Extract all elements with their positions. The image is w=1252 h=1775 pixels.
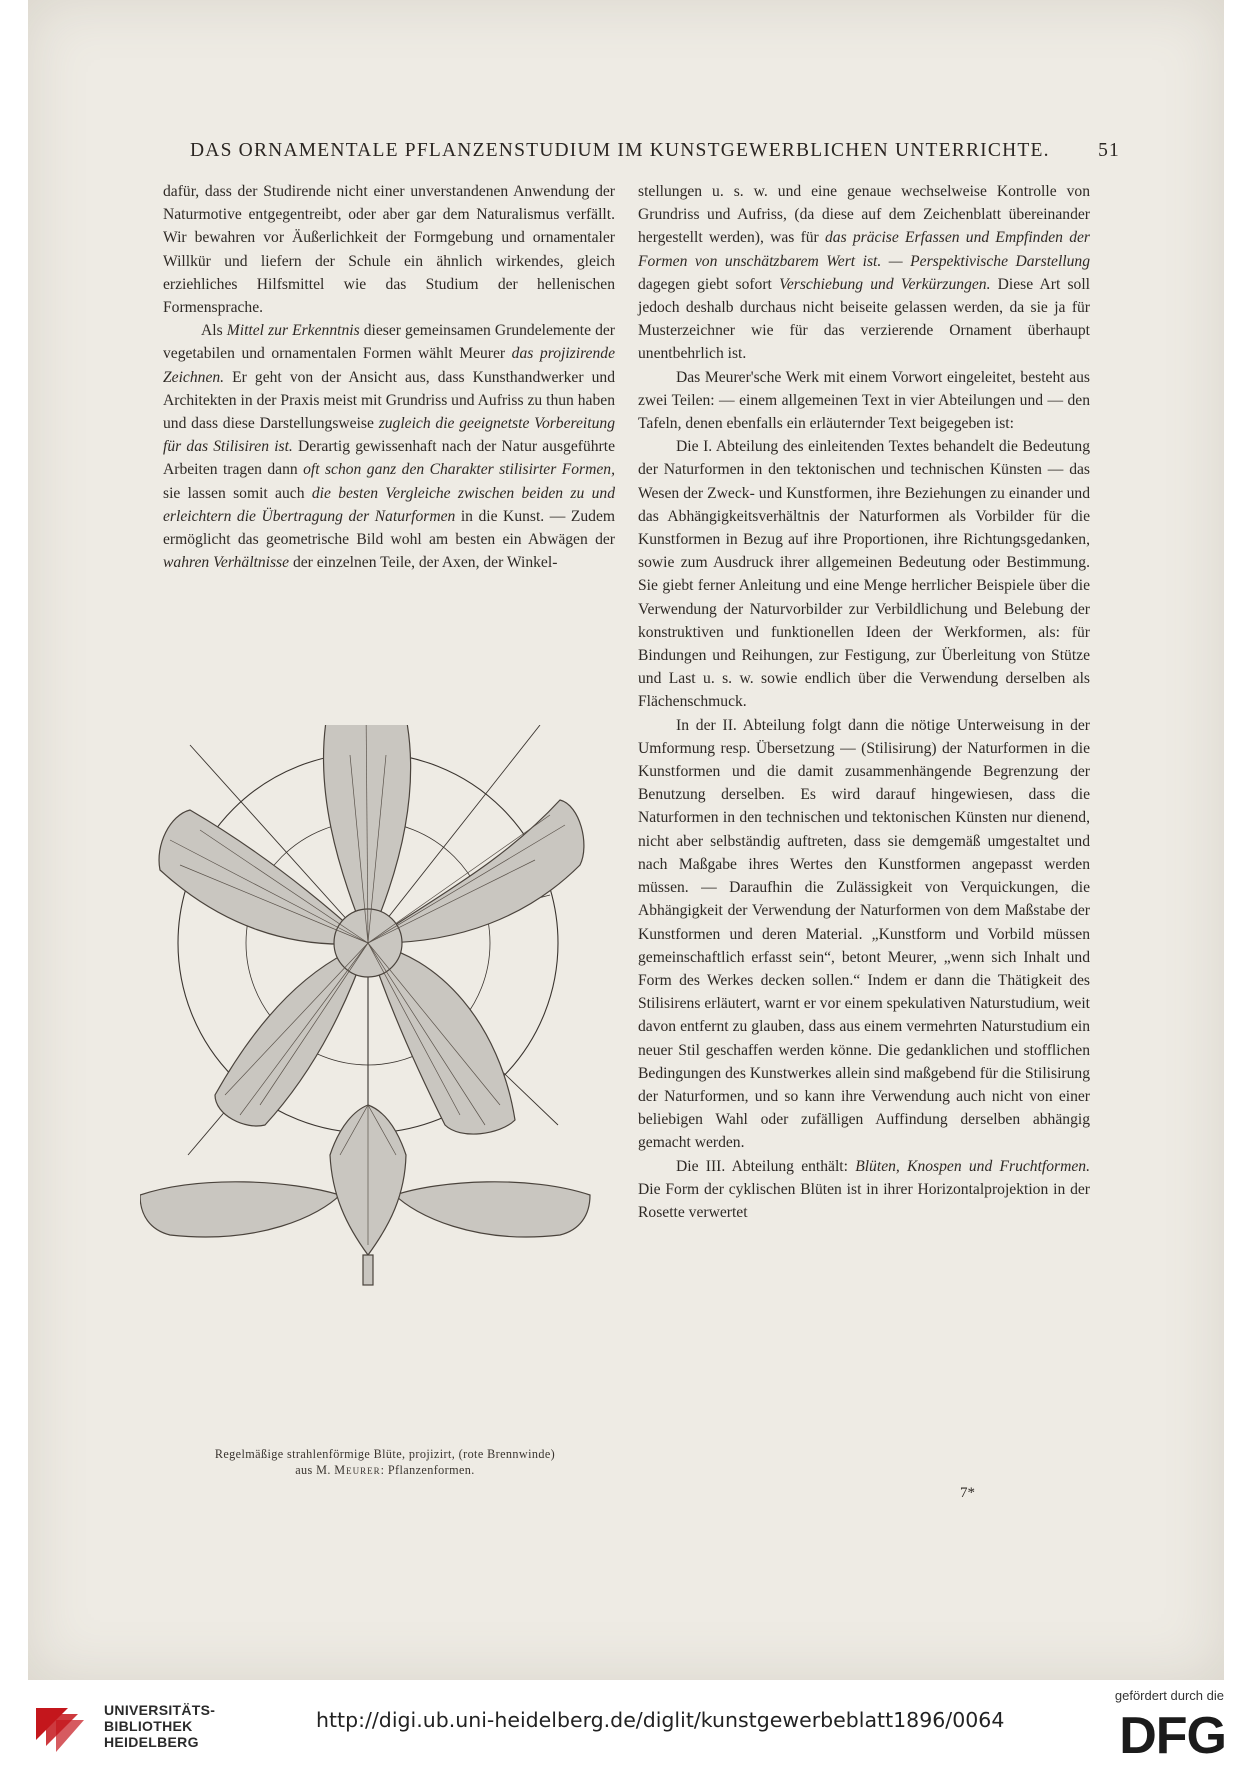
viewer-footer xyxy=(0,1680,1252,1775)
caption-line: Regelmäßige strahlenförmige Blüte, projizirt, (rote Brennwinde) xyxy=(214,1447,556,1461)
header-title: DAS ORNAMENTALE PFLANZENSTUDIUM IM KUNSTGEWERBLICHEN UNTERRICHTE. xyxy=(190,140,1050,161)
library-name[interactable]: UNIVERSITÄTS- BIBLIOTHEK HEIDELBERG xyxy=(104,1702,216,1750)
caption-line: aus M. Meurer: Pflanzenformen. xyxy=(295,1463,475,1477)
paragraph: Das Meurer'sche Werk mit einem Vorwort eingeleitet, besteht aus zwei Teilen: — einem allgemeinen Text in vier Abteilungen und — den Tafeln, denen ebenfalls ein erläuternder Text beigegeben ist: xyxy=(638,368,1090,433)
side-petal-right xyxy=(395,1182,590,1237)
paragraph: dafür, dass der Studirende nicht einer unverstandenen Anwendung der Naturmotive entgegentreibt, oder aber gar dem Naturalismus verfällt. Wir bewahren vor Äußerlichkeit der Formgebung und ornamentaler Willkür und liefern der Schule ein ähnlich wirkendes, gleich erziehliches Hilfsmittel wie das Studium der hellenischen Formensprache. xyxy=(163,183,615,317)
stem xyxy=(363,1255,373,1285)
flower-illustration xyxy=(140,725,630,1345)
paragraph: In der II. Abteilung folgt dann die nötige Unterweisung in der Umformung resp. Übersetzung — (Stilisirung) der Naturformen in die Kunstformen und die damit zusammenhängende Begrenzung der Benutzung derselben. Es wird darauf hingewiesen, dass die Naturformen in den technischen und tektonischen Künsten nur dienend, nicht aber selbständig auftreten, dass sie demgemäß umgestaltet und nach Maßgabe ihres Wertes den Kunstformen angepasst werden müssen. — Daraufhin die Zulässigkeit von Verquickungen, die Abhängigkeit der Verwendung der Naturformen von dem Maßstabe der Kunstformen und deren Material. „Kunstform und Vorbild müssen gemeinschaftlich erfasst sein“, betont Meurer, „wenn sich Inhalt und Form des Werkes decken sollen.“ Indem er dann die Thätigkeit des Stilisirens erläutert, warnt er vor einem spekulativen Naturstudium, weit davon entfernt zu glauben, dass aus einem vermehrten Naturstudium ein neuer Stil geschaffen werden könne. Die gedanklichen und stofflichen Bedingungen des Kunstwerkes allein sind maßgebend für die Stilisirung der Naturformen, und so kann ihre Verwendung auch nicht von einer beliebigen Wahl oder zufälligen Auffindung derselben abhängig gemacht werden. xyxy=(638,716,1090,1152)
signature-mark: 7* xyxy=(960,1485,975,1501)
petal-lower-left xyxy=(215,943,368,1126)
permalink-url[interactable]: http://digi.ub.uni-heidelberg.de/diglit/kunstgewerbeblatt1896/0064 xyxy=(316,1708,1005,1732)
left-column xyxy=(163,180,615,574)
funding-label: gefördert durch die xyxy=(1114,1688,1224,1703)
paragraph: Die I. Abteilung des einleitenden Textes behandelt die Bedeutung der Naturformen in den tektonischen und technischen Künsten — das Wesen der Zweck- und Kunstformen, ihre Beziehungen zu einander und das Abhängigkeitsverhältnis der Naturformen als Vorbilder für die Kunstformen in Bezug auf ihre Proportionen, ihre Richtungsgedanken, sowie zum Ausdruck ihrer allgemeinen Bedeutung oder Bestimmung. Sie giebt ferner Anleitung und eine Menge herrlicher Beispiele über die Verwendung der Naturvorbilder zur Verbildlichung und Belebung der konstruktiven und funktionellen Ideen der Werkformen, als: für Bindungen und Reihungen, zur Festigung, zur Überleitung von Stütze und Last u. s. w. sowie endlich über die Verwendung derselben als Flächenschmuck. xyxy=(638,438,1090,711)
right-column xyxy=(638,180,1090,1224)
page-number: 51 xyxy=(1098,140,1120,161)
paragraph: Die III. Abteilung enthält: Blüten, Knospen und Fruchtformen. Die Form der cyklischen Blüten ist in ihrer Horizontalprojektion in der Rosette verwertet xyxy=(638,1157,1090,1221)
petal-lower-right xyxy=(368,943,515,1134)
university-library-logo-icon[interactable] xyxy=(28,1700,88,1760)
paragraph: stellungen u. s. w. und eine genaue wechselweise Kontrolle von Grundriss und Aufriss, (da diese auf dem Zeichenblatt übereinander hergestellt werden), was für das präcise Erfassen und Empfinden der Formen von unschätzbarem Wert ist. — Perspektivische Darstellung dagegen giebt sofort Verschiebung und Verkürzungen. Diese Art soll jedoch deshalb durchaus nicht beiseite gelassen werden, da sie ja für Musterzeichner wie für das verzierende Ornament überhaupt unentbehrlich ist. xyxy=(638,183,1090,363)
flower-projection-drawing xyxy=(140,725,630,1345)
running-header xyxy=(190,140,1120,168)
figure-caption xyxy=(150,1446,620,1478)
petals xyxy=(159,725,584,1134)
dfg-logo[interactable]: DFG xyxy=(1119,1707,1226,1765)
side-petal-left xyxy=(140,1182,340,1237)
paragraph: Als Mittel zur Erkenntnis dieser gemeinsamen Grundelemente der vegetabilen und ornamentalen Formen wählt Meurer das projizirende Zeichnen. Er geht von der Ansicht aus, dass Kunsthandwerker und Architekten in der Praxis meist mit Grundriss und Aufriss zu thun haben und dass diese Darstellungsweise zugleich die geeignetste Vorbereitung für das Stilisiren ist. Derartig gewissenhaft nach der Natur ausgeführte Arbeiten tragen dann oft schon ganz den Charakter stilisirter Formen, sie lassen somit auch die besten Vergleiche zwischen beiden zu und erleichtern die Übertragung der Naturformen in die Kunst. — Zudem ermöglicht das geometrische Bild wohl am besten ein Abwägen der wahren Verhältnisse der einzelnen Teile, der Axen, der Winkel- xyxy=(163,322,616,572)
